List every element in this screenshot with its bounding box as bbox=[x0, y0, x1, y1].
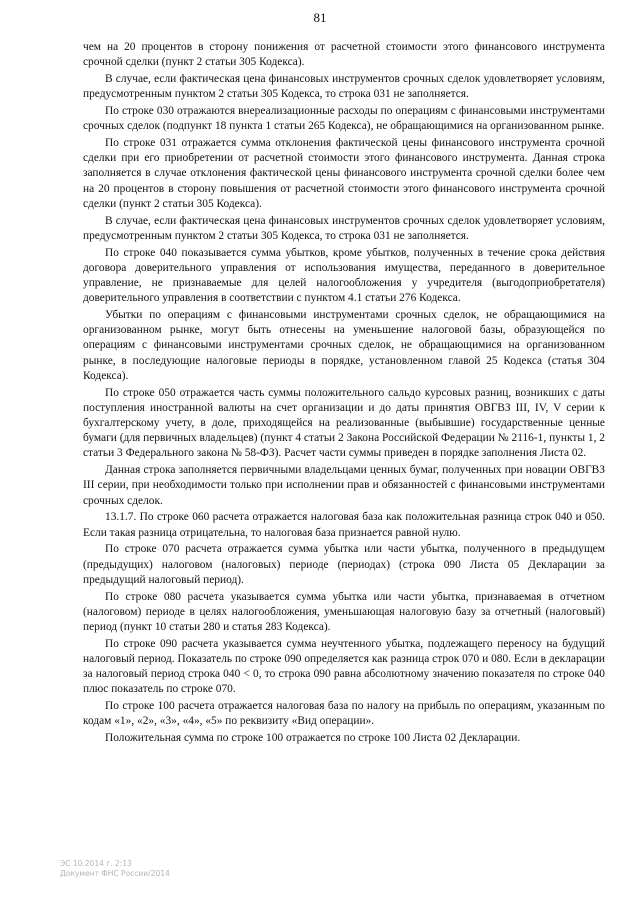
paragraph: По строке 030 отражаются внереализационные расходы по операциям с финансовыми инструментами срочных сделок (подпункт 18 пункта 1 статьи 265 Кодекса), не обращающимися на организованном рынке. bbox=[83, 105, 605, 133]
paragraph: По строке 040 показывается сумма убытков, кроме убытков, полученных в течение срока действия договора доверительного управления от использования имущества, переданного в доверительное управление, не признаваемые для целей налогообложения у учредителя (выгодоприобретателя) доверительного управления в соответствии с пунктом 4.1 статьи 276 Кодекса. bbox=[83, 246, 605, 305]
page-number: 81 bbox=[313, 10, 327, 25]
paragraph: По строке 070 расчета отражается сумма убытка или части убытка, полученного в предыдущем (предыдущих) налоговом (налоговых) периоде (периодах) (строка 090 Листа 05 Декларации за предыдущий налоговый период). bbox=[83, 543, 605, 586]
paragraph: Убытки по операциям с финансовыми инструментами срочных сделок, не обращающимися на организованном рынке, могут быть отнесены на уменьшение налоговой базы, образующейся по операциям с финансовыми инструментами срочных сделок, не обращающимися на организованном рынке, в последующие налоговые периоды в порядке, установленном главой 25 Кодекса (статья 304 Кодекса). bbox=[83, 309, 605, 382]
paragraph: Данная строка заполняется первичными владельцами ценных бумаг, полученных при новации ОВГВЗ III серии, при необходимости только при исполнении прав и обязанностей с финансовыми инструментами срочных сделок. bbox=[83, 464, 605, 507]
paragraph: По строке 080 расчета указывается сумма убытка или части убытка, признаваемая в отчетном (налоговом) периоде в целях налогообложения, уменьшающая налоговую базу за отчетный (налоговый) период (пункт 10 статьи 280 и статья 283 Кодекса). bbox=[83, 590, 605, 634]
signature-stamp bbox=[60, 859, 170, 879]
paragraph: Положительная сумма по строке 100 отражается по строке 100 Листа 02 Декларации. bbox=[105, 732, 521, 745]
stamp-line-1: ЭС 10.2014 г. 2:13 bbox=[60, 859, 132, 868]
paragraph: В случае, если фактическая цена финансовых инструментов срочных сделок удовлетворяет условиям, предусмотренным пунктом 2 статьи 305 Кодекса, то строка 031 не заполняется. bbox=[83, 73, 605, 101]
document-body bbox=[83, 40, 605, 748]
paragraph: По строке 050 отражается часть суммы положительного сальдо курсовых разниц, возникших с даты поступления иностранной валюты на счет организации и до даты принятия ОВГВЗ III, IV, V серии к бухгалтерскому учету, в доле, приходящейся на реализованные (выбывшие) государственные ценные бумаги (для первичных владельцев) (пункт 4 статьи 2 Закона Российской Федерации № 2116-1, пункты 1, 2 статьи 3 Федерального закона № 58-ФЗ). Расчет части суммы приведен в порядке заполнения Листа 02. bbox=[83, 386, 605, 460]
paragraph: По строке 090 расчета указывается сумма неучтенного убытка, подлежащего переносу на будущий налоговый период. Показатель по строке 090 определяется как разница строк 070 и 080. Если в декларации за налоговый период строка 040 < 0, то строка 090 равна абсолютному значению показателя по строке 040 плюс показатель по строке 070. bbox=[83, 637, 605, 696]
stamp-line-2: Документ ФНС России/2014 bbox=[60, 869, 170, 878]
paragraph: 13.1.7. По строке 060 расчета отражается налоговая база как положительная разница строк 040 и 050. Если такая разница отрицательна, то налоговая база признается равной нулю. bbox=[83, 511, 605, 539]
paragraph: чем на 20 процентов в сторону понижения от расчетной стоимости этого финансового инструмента срочной сделки (пункт 2 статьи 305 Кодекса). bbox=[83, 41, 605, 69]
paragraph: По строке 031 отражается сумма отклонения фактической цены финансового инструмента срочной сделки при его приобретении от расчетной стоимости этого финансового инструмента. Данная строка заполняется в случае отклонения фактической цены финансового инструмента срочной сделки более чем на 20 процентов в сторону повышения от расчетной стоимости этого финансового инструмента срочной сделки (пункт 2 статьи 305 Кодекса). bbox=[83, 137, 605, 210]
paragraph: В случае, если фактическая цена финансовых инструментов срочных сделок удовлетворяет условиям, предусмотренным пунктом 2 статьи 305 Кодекса, то строка 031 не заполняется. bbox=[83, 214, 605, 242]
paragraph: По строке 100 расчета отражается налоговая база по налогу на прибыль по операциям, указанным по кодам «1», «2», «3», «4», «5» по реквизиту «Вид операции». bbox=[83, 700, 605, 728]
